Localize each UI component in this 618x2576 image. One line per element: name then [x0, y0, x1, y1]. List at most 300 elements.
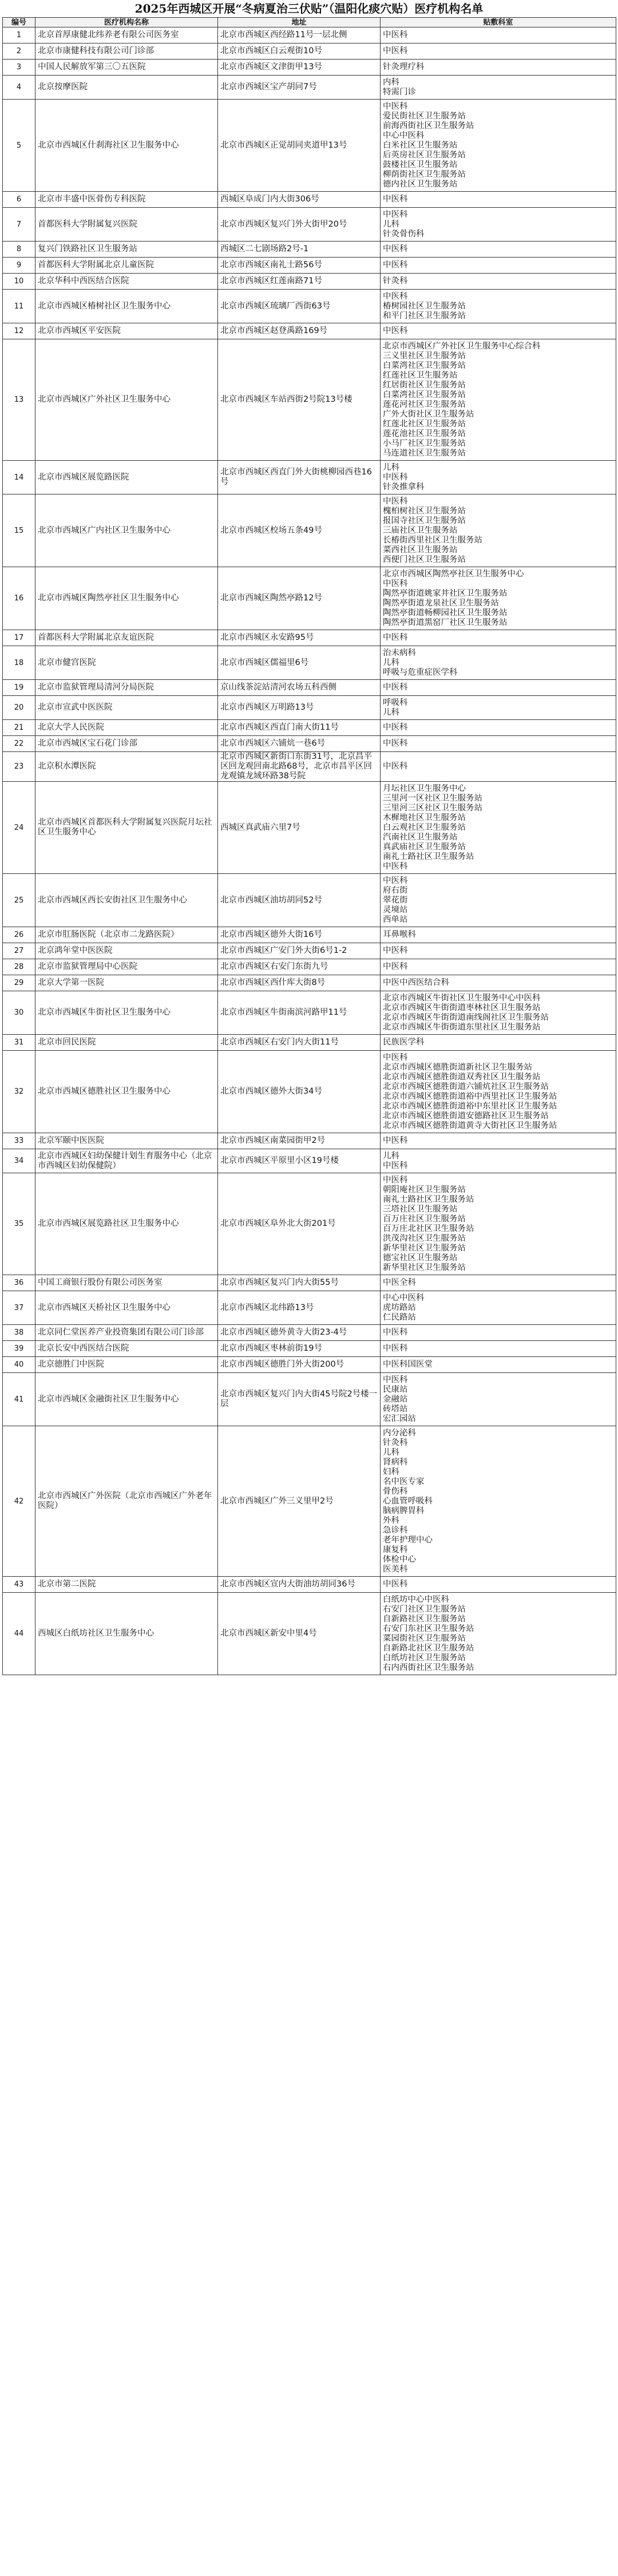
- department-item: 儿科: [383, 707, 399, 717]
- department-item: 三义里社区卫生服务站: [383, 351, 466, 361]
- table-row: [3, 1373, 616, 1426]
- institution-name: 北京大学第一医院: [35, 975, 218, 991]
- department-item: 中医科: [383, 762, 408, 771]
- department-item: 外科: [383, 1515, 399, 1525]
- department-item: 妇科: [383, 1467, 399, 1477]
- institution-address: 北京市西城区油坊胡同52号: [218, 874, 381, 927]
- department-item: 金融站: [383, 1394, 408, 1404]
- department-item: 北京市西城区牛街街道枣林社区卫生服务站: [383, 1003, 541, 1012]
- institution-address: 北京市西城区琉璃厂西街63号: [218, 290, 381, 323]
- institution-address: 北京市西城区儒福里6号: [218, 646, 381, 680]
- institution-name: 北京按摩医院: [35, 76, 218, 100]
- department-item: 针灸科: [383, 276, 408, 286]
- department-item: 仁民路站: [383, 1312, 416, 1322]
- institution-name: 北京市西城区展览路社区卫生服务中心: [35, 1173, 218, 1275]
- table-row: [3, 1275, 616, 1291]
- department-item: 中医科: [383, 260, 408, 270]
- department-item: 中医科: [383, 739, 408, 748]
- department-item: 针灸理疗科: [383, 62, 425, 72]
- department-item: 汽南社区卫生服务站: [383, 832, 458, 842]
- department-item: 中医科: [383, 1052, 408, 1062]
- row-number: 5: [3, 100, 35, 192]
- institution-address: 北京市西城区红莲南路71号: [218, 274, 381, 290]
- department-item: 中医科: [383, 1328, 408, 1337]
- institution-name: 北京市西城区什刹海社区卫生服务中心: [35, 100, 218, 192]
- department-item: 中医科: [383, 1161, 408, 1170]
- row-number: 10: [3, 274, 35, 290]
- department-item: 心血管呼吸科: [383, 1496, 433, 1506]
- department-item: 呼吸与危重症医学科: [383, 667, 458, 677]
- department-item: 陶然亭街道姚家井社区卫生服务站: [383, 588, 508, 598]
- department-list: [381, 208, 616, 242]
- row-number: 33: [3, 1133, 35, 1149]
- department-item: 中心中医科: [383, 130, 425, 140]
- row-number: 9: [3, 258, 35, 274]
- row-number: 42: [3, 1426, 35, 1577]
- institution-address: 北京市西城区复兴门内大街45号院2号楼一层: [218, 1373, 381, 1426]
- institution-address: 北京市西城区宝产胡同7号: [218, 76, 381, 100]
- row-number: 1: [3, 27, 35, 43]
- department-list: [381, 680, 616, 696]
- institution-table: [2, 17, 616, 1675]
- row-number: 17: [3, 630, 35, 646]
- department-list: [381, 1373, 616, 1426]
- institution-name: 北京市宣武中医医院: [35, 696, 218, 720]
- institution-name: 北京长安中西医结合医院: [35, 1341, 218, 1357]
- table-row: [3, 1426, 616, 1577]
- department-item: 右安门社区卫生服务站: [383, 1604, 466, 1614]
- row-number: 43: [3, 1577, 35, 1593]
- department-list: [381, 1035, 616, 1051]
- department-item: 德内社区卫生服务站: [383, 179, 458, 189]
- table-row: [3, 782, 616, 874]
- department-item: 中医科国医堂: [383, 1360, 433, 1369]
- row-number: 22: [3, 736, 35, 752]
- table-row: [3, 1341, 616, 1357]
- table-row: [3, 752, 616, 782]
- institution-name: 北京市西城区椿树社区卫生服务中心: [35, 290, 218, 323]
- department-list: [381, 782, 616, 874]
- institution-name: 北京市第二医院: [35, 1577, 218, 1593]
- table-row: [3, 323, 616, 339]
- department-item: 府右街: [383, 885, 408, 895]
- department-item: 儿科: [383, 658, 399, 667]
- department-item: 北京市西城区德胜街道裕中东里社区卫生服务站: [383, 1101, 557, 1111]
- department-item: 中医科: [383, 244, 408, 254]
- department-list: [381, 1275, 616, 1291]
- institution-name: 北京市西城区牛街社区卫生服务中心: [35, 991, 218, 1035]
- institution-name: 北京市回民医院: [35, 1035, 218, 1051]
- row-number: 23: [3, 752, 35, 782]
- department-item: 中医科: [383, 326, 408, 335]
- row-number: 37: [3, 1291, 35, 1325]
- institution-name: 北京鸿年堂中医医院: [35, 943, 218, 959]
- department-item: 儿科: [383, 1447, 399, 1457]
- department-item: 北京市西城区牛街街道东里社区卫生服务站: [383, 1022, 541, 1032]
- department-item: 右内西街社区卫生服务站: [383, 1663, 474, 1672]
- department-item: 针灸推拿科: [383, 482, 425, 492]
- table-row: [3, 494, 616, 567]
- department-item: 北京市西城区陶然亭社区卫生服务中心: [383, 569, 524, 579]
- table-row: [3, 1035, 616, 1051]
- department-list: [381, 461, 616, 494]
- department-item: 中医科: [383, 1375, 408, 1384]
- table-row: [3, 975, 616, 991]
- table-row: [3, 680, 616, 696]
- institution-name: 中国工商银行股份有限公司医务室: [35, 1275, 218, 1291]
- institution-address: 西城区阜成门内大街306号: [218, 192, 381, 208]
- department-list: [381, 736, 616, 752]
- department-item: 北京市西城区广外社区卫生服务中心综合科: [383, 341, 541, 351]
- row-number: 24: [3, 782, 35, 874]
- department-list: [381, 192, 616, 208]
- table-row: [3, 339, 616, 461]
- table-row: [3, 242, 616, 258]
- row-number: 16: [3, 567, 35, 630]
- table-row: [3, 927, 616, 943]
- institution-name: 北京大学人民医院: [35, 720, 218, 736]
- institution-name: 北京市肛肠医院（北京市二龙路医院）: [35, 927, 218, 943]
- department-item: 中医科: [383, 496, 408, 506]
- department-item: 翠花街: [383, 895, 408, 905]
- department-item: 北京市西城区德胜街道裕中西里社区卫生服务站: [383, 1091, 557, 1101]
- department-item: 槐柏树社区卫生服务站: [383, 506, 466, 516]
- institution-address: 北京市西城区右安门东街九号: [218, 959, 381, 975]
- department-item: 西便门社区卫生服务站: [383, 555, 466, 564]
- department-item: 后英房社区卫生服务站: [383, 150, 466, 160]
- department-list: [381, 975, 616, 991]
- table-row: [3, 736, 616, 752]
- institution-name: 北京市西城区天桥社区卫生服务中心: [35, 1291, 218, 1325]
- row-number: 18: [3, 646, 35, 680]
- department-item: 右安门东社区卫生服务站: [383, 1624, 474, 1633]
- institution-address: 北京市西城区万明路13号: [218, 696, 381, 720]
- department-item: 中医科: [383, 1136, 408, 1145]
- institution-address: 北京市西城区校场五条49号: [218, 494, 381, 567]
- department-item: 中医科: [383, 195, 408, 204]
- institution-address: 北京市西城区复兴门外大街甲20号: [218, 208, 381, 242]
- institution-address: 北京市西城区广外三义里甲2号: [218, 1426, 381, 1577]
- department-item: 白纸坊社区卫生服务站: [383, 1653, 466, 1663]
- department-item: 红莲北社区卫生服务站: [383, 419, 466, 429]
- institution-name: 北京市监狱管理局清河分局医院: [35, 680, 218, 696]
- department-item: 德宝社区卫生服务站: [383, 1253, 458, 1263]
- department-list: [381, 323, 616, 339]
- table-row: [3, 1357, 616, 1373]
- institution-address: 北京市西城区南菜园街甲2号: [218, 1133, 381, 1149]
- department-list: [381, 646, 616, 680]
- department-item: 西单站: [383, 915, 408, 924]
- institution-name: 北京市监狱管理局中心医院: [35, 959, 218, 975]
- department-item: 特需门诊: [383, 87, 416, 97]
- department-item: 中医全科: [383, 1278, 416, 1287]
- department-item: 椿树园社区卫生服务站: [383, 301, 466, 311]
- department-item: 三里河三区社区卫生服务站: [383, 803, 482, 813]
- institution-name: 北京市西城区首都医科大学附属复兴医院月坛社区卫生服务中心: [35, 782, 218, 874]
- institution-address: 北京市西城区西直门外大街桃柳园西巷16号: [218, 461, 381, 494]
- table-row: [3, 1173, 616, 1275]
- institution-address: 北京市西城区枣林前街19号: [218, 1341, 381, 1357]
- row-number: 32: [3, 1051, 35, 1133]
- department-item: 自新路北社区卫生服务站: [383, 1643, 474, 1653]
- table-row: [3, 274, 616, 290]
- department-item: 百万庄北社区卫生服务站: [383, 1224, 474, 1233]
- row-number: 35: [3, 1173, 35, 1275]
- header-number: 编号: [3, 18, 35, 27]
- institution-name: 北京市西城区西长安街社区卫生服务中心: [35, 874, 218, 927]
- institution-address: 北京市西城区西什库大街8号: [218, 975, 381, 991]
- department-item: 康复科: [383, 1545, 408, 1554]
- institution-address: 北京市西城区新街口东街31号，北京昌平区回龙观回南北路68号，北京市昌平区回龙观镇龙域环路38号院: [218, 752, 381, 782]
- department-item: 白米社区卫生服务站: [383, 140, 458, 150]
- institution-name: 北京市康健科技有限公司门诊部: [35, 43, 218, 60]
- row-number: 2: [3, 43, 35, 60]
- department-item: 月坛社区卫生服务中心: [383, 784, 466, 793]
- institution-name: 北京市西城区广内社区卫生服务中心: [35, 494, 218, 567]
- institution-name: 北京市西城区广外社区卫生服务中心: [35, 339, 218, 461]
- department-item: 三里河一区社区卫生服务站: [383, 793, 482, 803]
- institution-address: 北京市西城区白云观街10号: [218, 43, 381, 60]
- institution-name: 中国人民解放军第三〇五医院: [35, 60, 218, 76]
- department-list: [381, 27, 616, 43]
- department-list: [381, 60, 616, 76]
- table-row: [3, 76, 616, 100]
- department-item: 耳鼻喉科: [383, 930, 416, 939]
- row-number: 12: [3, 323, 35, 339]
- department-item: 中医科: [383, 633, 408, 642]
- department-item: 中医科: [383, 962, 408, 971]
- department-item: 三庙社区卫生服务站: [383, 525, 458, 535]
- row-number: 44: [3, 1593, 35, 1675]
- institution-address: 北京市西城区德外大街16号: [218, 927, 381, 943]
- table-row: [3, 1593, 616, 1675]
- table-row: [3, 290, 616, 323]
- department-item: 针灸骨伤科: [383, 229, 425, 239]
- department-item: 老年护理中心: [383, 1535, 433, 1545]
- department-item: 百万庄社区卫生服务站: [383, 1214, 466, 1224]
- row-number: 41: [3, 1373, 35, 1426]
- row-number: 27: [3, 943, 35, 959]
- table-row: [3, 1291, 616, 1325]
- row-number: 38: [3, 1325, 35, 1341]
- row-number: 26: [3, 927, 35, 943]
- department-item: 治未病科: [383, 648, 416, 658]
- department-item: 菜西社区卫生服务站: [383, 545, 458, 555]
- department-item: 内科: [383, 77, 399, 87]
- department-item: 医美科: [383, 1564, 408, 1574]
- table-row: [3, 27, 616, 43]
- row-number: 29: [3, 975, 35, 991]
- row-number: 7: [3, 208, 35, 242]
- department-item: 宏汇园站: [383, 1414, 416, 1423]
- department-item: 北京市西城区牛街街道南线阁社区卫生服务站: [383, 1012, 549, 1022]
- department-item: 木樨地社区卫生服务站: [383, 813, 466, 822]
- department-list: [381, 494, 616, 567]
- table-header-row: [3, 18, 616, 27]
- department-item: 砖塔站: [383, 1404, 408, 1414]
- department-item: 洪茂沟社区卫生服务站: [383, 1233, 466, 1243]
- department-item: 报国寺社区卫生服务站: [383, 516, 466, 525]
- institution-name: 北京市西城区德胜社区卫生服务中心: [35, 1051, 218, 1133]
- header-institution-name: 医疗机构名称: [35, 18, 218, 27]
- table-row: [3, 1133, 616, 1149]
- institution-address: 北京市西城区西直门南大街11号: [218, 720, 381, 736]
- institution-name: 北京市西城区妇幼保健计划生育服务中心（北京市西城区妇幼保健院）: [35, 1149, 218, 1173]
- table-row: [3, 208, 616, 242]
- institution-address: 北京市西城区陶然亭路12号: [218, 567, 381, 630]
- department-list: [381, 274, 616, 290]
- institution-address: 京山线茶淀站清河农场五科西侧: [218, 680, 381, 696]
- institution-address: 北京市西城区德外大街34号: [218, 1051, 381, 1133]
- department-list: [381, 720, 616, 736]
- department-item: 中医科: [383, 1175, 408, 1185]
- header-department: 贴敷科室: [381, 18, 616, 27]
- department-item: 莲花河社区卫生服务站: [383, 399, 466, 409]
- department-list: [381, 696, 616, 720]
- institution-name: 北京市西城区陶然亭社区卫生服务中心: [35, 567, 218, 630]
- table-row: [3, 100, 616, 192]
- department-list: [381, 1593, 616, 1675]
- row-number: 4: [3, 76, 35, 100]
- row-number: 40: [3, 1357, 35, 1373]
- table-body: [3, 27, 616, 1675]
- department-item: 莲花池社区卫生服务站: [383, 429, 466, 438]
- department-list: [381, 43, 616, 60]
- table-row: [3, 991, 616, 1035]
- department-item: 儿科: [383, 1151, 399, 1161]
- institution-name: 北京市西城区宝石花门诊部: [35, 736, 218, 752]
- table-row: [3, 630, 616, 646]
- department-list: [381, 927, 616, 943]
- institution-name: 北京首厚康健北纬养老有限公司医务室: [35, 27, 218, 43]
- row-number: 15: [3, 494, 35, 567]
- institution-name: 北京市西城区展览路医院: [35, 461, 218, 494]
- header-address: 地址: [218, 18, 381, 27]
- department-item: 三塔社区卫生服务站: [383, 1204, 458, 1214]
- department-list: [381, 991, 616, 1035]
- department-item: 急诊科: [383, 1525, 408, 1535]
- table-row: [3, 874, 616, 927]
- table-row: [3, 567, 616, 630]
- department-list: [381, 1291, 616, 1325]
- department-item: 北京市西城区德胜街道黄寺大街社区卫生服务站: [383, 1121, 557, 1130]
- table-row: [3, 1149, 616, 1173]
- institution-name: 北京同仁堂医养产业投资集团有限公司门诊部: [35, 1325, 218, 1341]
- department-item: 柳荫街社区卫生服务站: [383, 169, 466, 179]
- row-number: 31: [3, 1035, 35, 1051]
- row-number: 20: [3, 696, 35, 720]
- row-number: 14: [3, 461, 35, 494]
- institution-name: 北京市西城区平安医院: [35, 323, 218, 339]
- institution-address: 北京市西城区德胜门外大街200号: [218, 1357, 381, 1373]
- institution-name: 北京市西城区金融街社区卫生服务中心: [35, 1373, 218, 1426]
- department-list: [381, 959, 616, 975]
- department-item: 北京市西城区德胜街道双秀社区卫生服务站: [383, 1072, 541, 1082]
- department-list: [381, 258, 616, 274]
- institution-name: 北京市健宫医院: [35, 646, 218, 680]
- department-item: 中医科: [383, 472, 408, 482]
- row-number: 8: [3, 242, 35, 258]
- department-item: 广外大街社区卫生服务站: [383, 409, 474, 419]
- department-list: [381, 1357, 616, 1373]
- department-list: [381, 874, 616, 927]
- department-list: [381, 752, 616, 782]
- department-item: 民康站: [383, 1384, 408, 1394]
- department-item: 北京市西城区德胜街道安德路社区卫生服务站: [383, 1111, 549, 1121]
- department-item: 自新路社区卫生服务站: [383, 1614, 466, 1624]
- department-item: 儿科: [383, 462, 399, 472]
- department-item: 骨伤科: [383, 1486, 408, 1496]
- department-item: 中医科: [383, 209, 408, 219]
- department-list: [381, 100, 616, 192]
- department-item: 中医科: [383, 30, 408, 39]
- department-item: 红莲社区卫生服务站: [383, 370, 458, 380]
- department-list: [381, 242, 616, 258]
- row-number: 21: [3, 720, 35, 736]
- table-row: [3, 461, 616, 494]
- institution-address: 北京市西城区德外黄寺大街23-4号: [218, 1325, 381, 1341]
- department-item: 中医科: [383, 946, 408, 955]
- department-item: 内分泌科: [383, 1428, 416, 1438]
- department-item: 体检中心: [383, 1554, 416, 1564]
- department-list: [381, 1149, 616, 1173]
- institution-name: 北京德胜门中医院: [35, 1357, 218, 1373]
- table-row: [3, 60, 616, 76]
- document-title: 2025年西城区开展“冬病夏治三伏贴”（温阳化痰穴贴）医疗机构名单: [134, 2, 484, 15]
- institution-address: 北京市西城区六铺炕一巷6号: [218, 736, 381, 752]
- department-item: 中医中西医结合科: [383, 978, 449, 987]
- institution-address: 北京市西城区右安门内大街11号: [218, 1035, 381, 1051]
- institution-name: 北京市丰盛中医骨伤专科医院: [35, 192, 218, 208]
- department-list: [381, 339, 616, 461]
- department-item: 北京市西城区德胜街道新社区卫生服务站: [383, 1062, 532, 1072]
- row-number: 36: [3, 1275, 35, 1291]
- department-item: 民族医学科: [383, 1038, 425, 1047]
- department-item: 中医科: [383, 579, 408, 588]
- department-item: 爱民街社区卫生服务站: [383, 111, 466, 121]
- department-item: 肾病科: [383, 1457, 408, 1467]
- row-number: 11: [3, 290, 35, 323]
- department-item: 马连道社区卫生服务站: [383, 448, 466, 458]
- row-number: 28: [3, 959, 35, 975]
- institution-address: 北京市西城区广安门外大街6号1-2: [218, 943, 381, 959]
- table-row: [3, 1325, 616, 1341]
- department-item: 儿科: [383, 219, 399, 229]
- department-item: 白云观社区卫生服务站: [383, 822, 466, 832]
- department-list: [381, 943, 616, 959]
- institution-address: 北京市西城区平原里小区19号楼: [218, 1149, 381, 1173]
- institution-address: 西城区真武庙六里7号: [218, 782, 381, 874]
- table-row: [3, 258, 616, 274]
- row-number: 19: [3, 680, 35, 696]
- row-number: 6: [3, 192, 35, 208]
- institution-address: 北京市西城区牛街南滨河路甲11号: [218, 991, 381, 1035]
- department-list: [381, 1051, 616, 1133]
- table-row: [3, 43, 616, 60]
- department-item: 陶然亭街道黑窑厂社区卫生服务站: [383, 618, 508, 627]
- department-list: [381, 1133, 616, 1149]
- department-item: 中医科: [383, 876, 408, 885]
- institution-name: 北京市西城区广外医院（北京市西城区广外老年医院）: [35, 1426, 218, 1577]
- department-item: 前海西街社区卫生服务站: [383, 121, 474, 130]
- row-number: 25: [3, 874, 35, 927]
- institution-address: 北京市西城区南礼士路56号: [218, 258, 381, 274]
- table-row: [3, 720, 616, 736]
- institution-address: 北京市西城区宣内大街油坊胡同36号: [218, 1577, 381, 1593]
- department-item: 北京市西城区德胜街道六铺炕社区卫生服务站: [383, 1082, 549, 1091]
- table-row: [3, 1051, 616, 1133]
- institution-name: 北京军颐中医医院: [35, 1133, 218, 1149]
